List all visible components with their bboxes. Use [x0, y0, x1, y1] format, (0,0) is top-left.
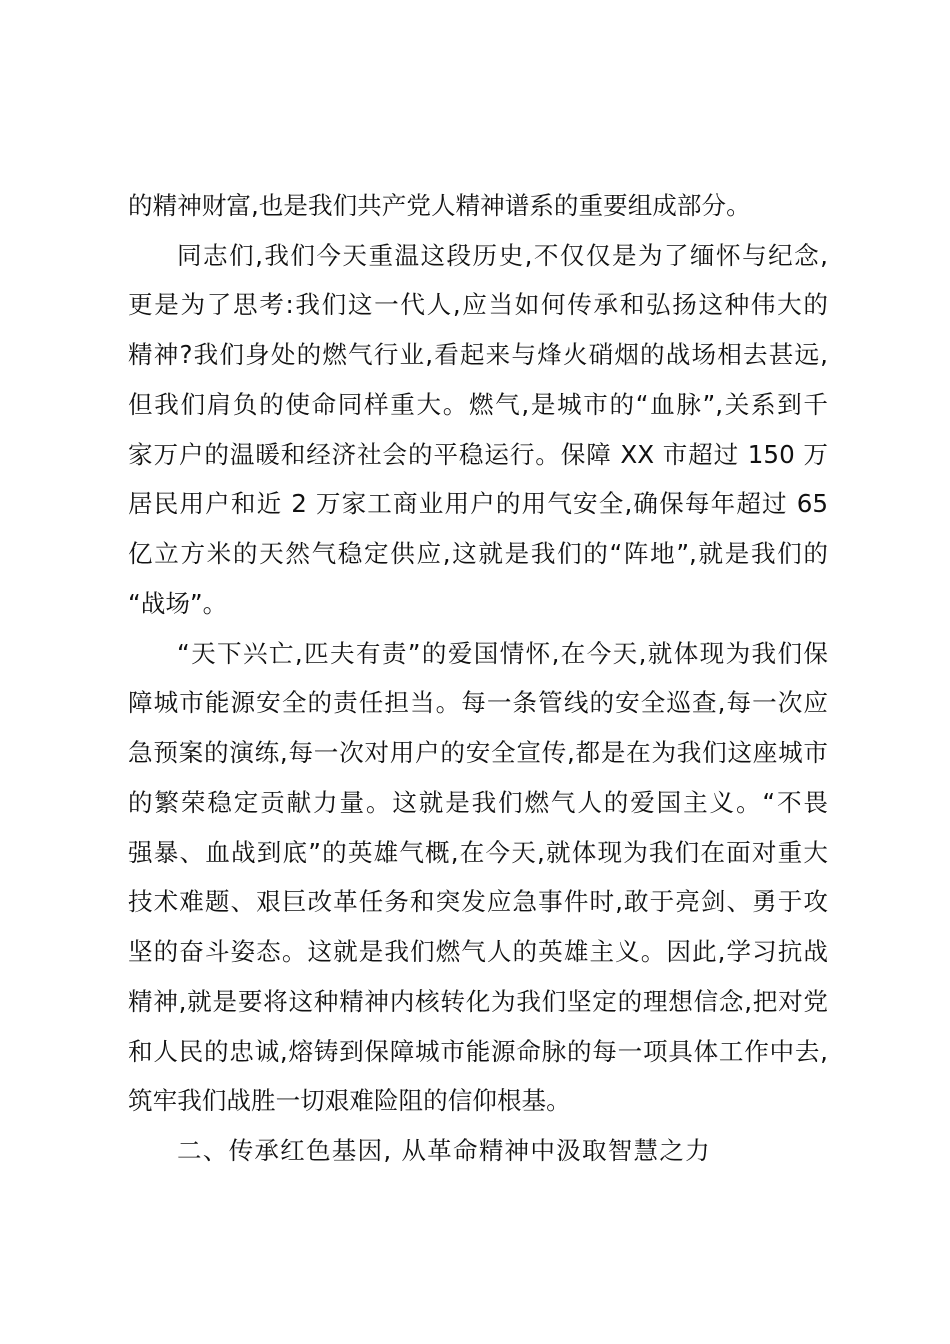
text-line-10: “天下兴亡,匹夫有责”的爱国情怀,在今天,就体现为我们保 — [177, 639, 828, 668]
text-line-18: 和人民的忠诚,熔铸到保障城市能源命脉的每一项具体工作中去, — [128, 1037, 828, 1066]
text-line-13: 的繁荣稳定贡献力量。这就是我们燃气人的爱国主义。“不畏 — [128, 788, 828, 817]
text-line-17: 精神,就是要将这种精神内核转化为我们坚定的理想信念,把对党 — [128, 987, 828, 1016]
text-line-14: 强暴、血战到底”的英雄气概,在今天,就体现为我们在面对重大 — [128, 838, 828, 867]
section-heading: 二、传承红色基因, 从革命精神中汲取智慧之力 — [177, 1136, 711, 1165]
text-line-2: 同志们,我们今天重温这段历史,不仅仅是为了缅怀与纪念, — [177, 241, 828, 270]
text-line-11: 障城市能源安全的责任担当。每一条管线的安全巡查,每一次应 — [128, 688, 828, 717]
text-line-19: 筑牢我们战胜一切艰难险阻的信仰根基。 — [128, 1086, 571, 1115]
text-line-1: 的精神财富,也是我们共产党人精神谱系的重要组成部分。 — [128, 191, 751, 220]
text-line-15: 技术难题、艰巨改革任务和突发应急事件时,敢于亮剑、勇于攻 — [128, 887, 828, 916]
text-line-3: 更是为了思考:我们这一代人,应当如何传承和弘扬这种伟大的 — [128, 290, 828, 319]
text-line-8: 亿立方米的天然气稳定供应,这就是我们的“阵地”,就是我们的 — [128, 539, 828, 568]
text-line-16: 坚的奋斗姿态。这就是我们燃气人的英雄主义。因此,学习抗战 — [128, 937, 828, 966]
text-line-5: 但我们肩负的使命同样重大。燃气,是城市的“血脉”,关系到千 — [128, 390, 828, 419]
text-line-6: 家万户的温暖和经济社会的平稳运行。保障 XX 市超过 150 万 — [128, 440, 828, 469]
text-line-4: 精神?我们身处的燃气行业,看起来与烽火硝烟的战场相去甚远, — [128, 340, 828, 369]
text-line-9: “战场”。 — [128, 589, 228, 618]
text-line-7: 居民用户和近 2 万家工商业用户的用气安全,确保每年超过 65 — [128, 489, 828, 518]
text-line-12: 急预案的演练,每一次对用户的安全宣传,都是在为我们这座城市 — [128, 738, 828, 767]
